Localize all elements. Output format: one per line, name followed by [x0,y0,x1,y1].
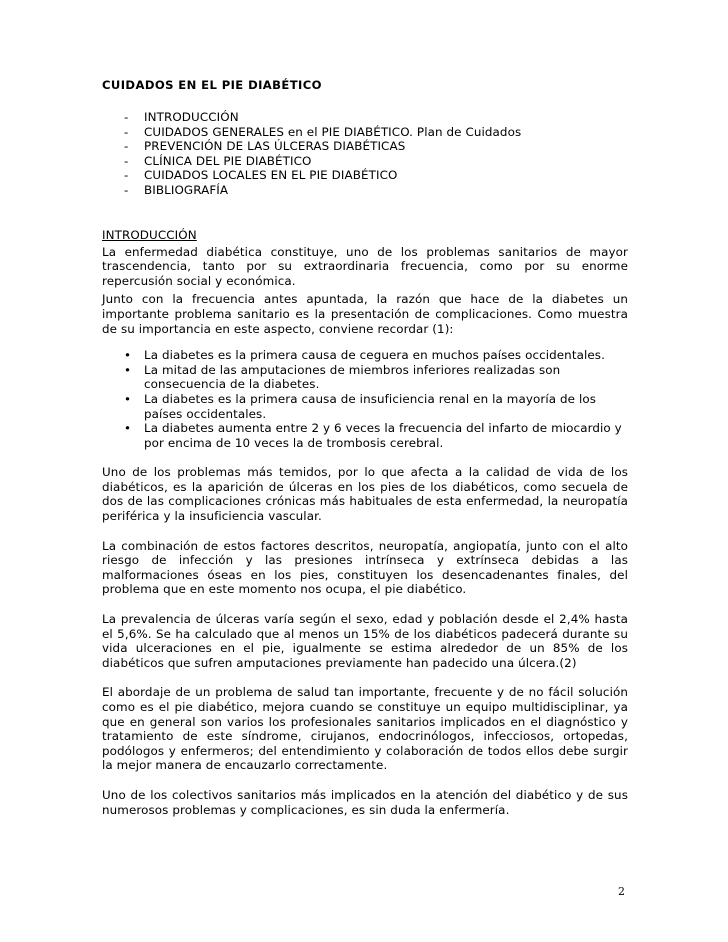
paragraph-prevalencia: La prevalencia de úlceras varía según el sexo, edad y población desde el 2,4% hasta el 5,6%. Se ha calculado que al menos un 15% de los diabéticos padecerá durante su vida ulceraciones en el pie, igualmente se estima alrededor de un 85% de los diabéticos que sufren amputaciones previamente han padecido una úlcera.(2) [102,612,628,670]
intro-paragraph-1: La enfermedad diabética constituye, uno de los problemas sanitarios de mayor trascendencia, tanto por su extraordinaria frecuencia, como por su enorme repercusión social y económica. [102,244,628,288]
section-heading-introduccion: INTRODUCCIÓN [102,227,197,242]
list-item [124,348,628,363]
toc-dash-icon: - [124,182,129,197]
paragraph-abordaje: El abordaje de un problema de salud tan importante, frecuente y de no fácil solución como es el pie diabético, mejora cuando se constituye un equipo multidisciplinar, ya que en general son varios los profesionales sanitarios implicados en el diagnóstico y tratamiento de este síndrome, cirujanos, endocrinólogos, infecciosos, ortopedas, podólogos y enfermeros; del entendimiento y colaboración de todos ellos debe surgir la mejor manera de encauzarlo correctamente. [102,685,628,773]
toc-dash-icon: - [124,153,129,168]
list-item [124,392,628,421]
list-item-text: La diabetes es la primera causa de insuficiencia renal en la mayoría de los países occidentales. [144,391,597,421]
page-number: 2 [618,885,625,898]
toc-item-label: CLÍNICA DEL PIE DIABÉTICO [144,153,312,168]
paragraph-factores: La combinación de estos factores descritos, neuropatía, angiopatía, junto con el alto riesgo de infección y las presiones intrínseca y extrínseca debidas a las malformaciones óseas en los pies, constituyen los desencadenantes finales, del problema que en este momento nos ocupa, el pie diabético. [102,538,628,597]
list-item-text: La diabetes es la primera causa de ceguera en muchos países occidentales. [144,348,605,363]
list-item-text: La mitad de las amputaciones de miembros inferiores realizadas son consecuencia de la diabetes. [144,362,561,392]
page-content [102,78,628,817]
toc-item [124,154,628,169]
bullet-icon: • [124,421,132,436]
bullet-icon: • [124,362,132,377]
toc-dash-icon: - [124,168,129,183]
toc-dash-icon: - [124,124,129,139]
intro-paragraph-2: Junto con la frecuencia antes apuntada, la razón que hace de la diabetes un importante problema sanitario es la presentación de complicaciones. Como muestra de su importancia en este aspecto, conviene recordar (1): [102,292,628,336]
bullet-icon: • [124,391,132,406]
document-title: CUIDADOS EN EL PIE DIABÉTICO [102,78,322,92]
toc-dash-icon: - [124,110,129,124]
paragraph-enfermeria: Uno de los colectivos sanitarios más implicados en la atención del diabético y de sus numerosos problemas y complicaciones, es sin duda la enfermería. [102,787,628,817]
toc-item [124,125,628,140]
toc-dash-icon: - [124,139,129,154]
toc-item-label: CUIDADOS LOCALES EN EL PIE DIABÉTICO [144,168,398,183]
toc-item [124,183,628,198]
complications-list [102,348,628,450]
toc-item [124,110,628,125]
toc-item-label: BIBLIOGRAFÍA [144,182,229,197]
list-item [124,363,628,392]
list-item-text: La diabetes aumenta entre 2 y 6 veces la frecuencia del infarto de miocardio y por encima de 10 veces la de trombosis cerebral. [144,421,622,450]
toc-item-label: PREVENCIÓN DE LAS ÚLCERAS DIABÉTICAS [144,139,406,154]
paragraph-ulceras: Uno de los problemas más temidos, por lo que afecta a la calidad de vida de los diabéticos, es la aparición de úlceras en los pies de los diabéticos, como secuela de dos de las complicaciones crónicas más habituales de esta enfermedad, la neuropatía periférica y la insuficiencia vascular. [102,465,628,524]
toc-item-label: INTRODUCCIÓN [144,110,239,124]
toc-item [124,139,628,154]
toc-item [124,168,628,183]
toc-item-label: CUIDADOS GENERALES en el PIE DIABÉTICO. Plan de Cuidados [144,124,522,139]
list-item [124,421,628,450]
bullet-icon: • [124,348,132,363]
table-of-contents [102,110,628,198]
